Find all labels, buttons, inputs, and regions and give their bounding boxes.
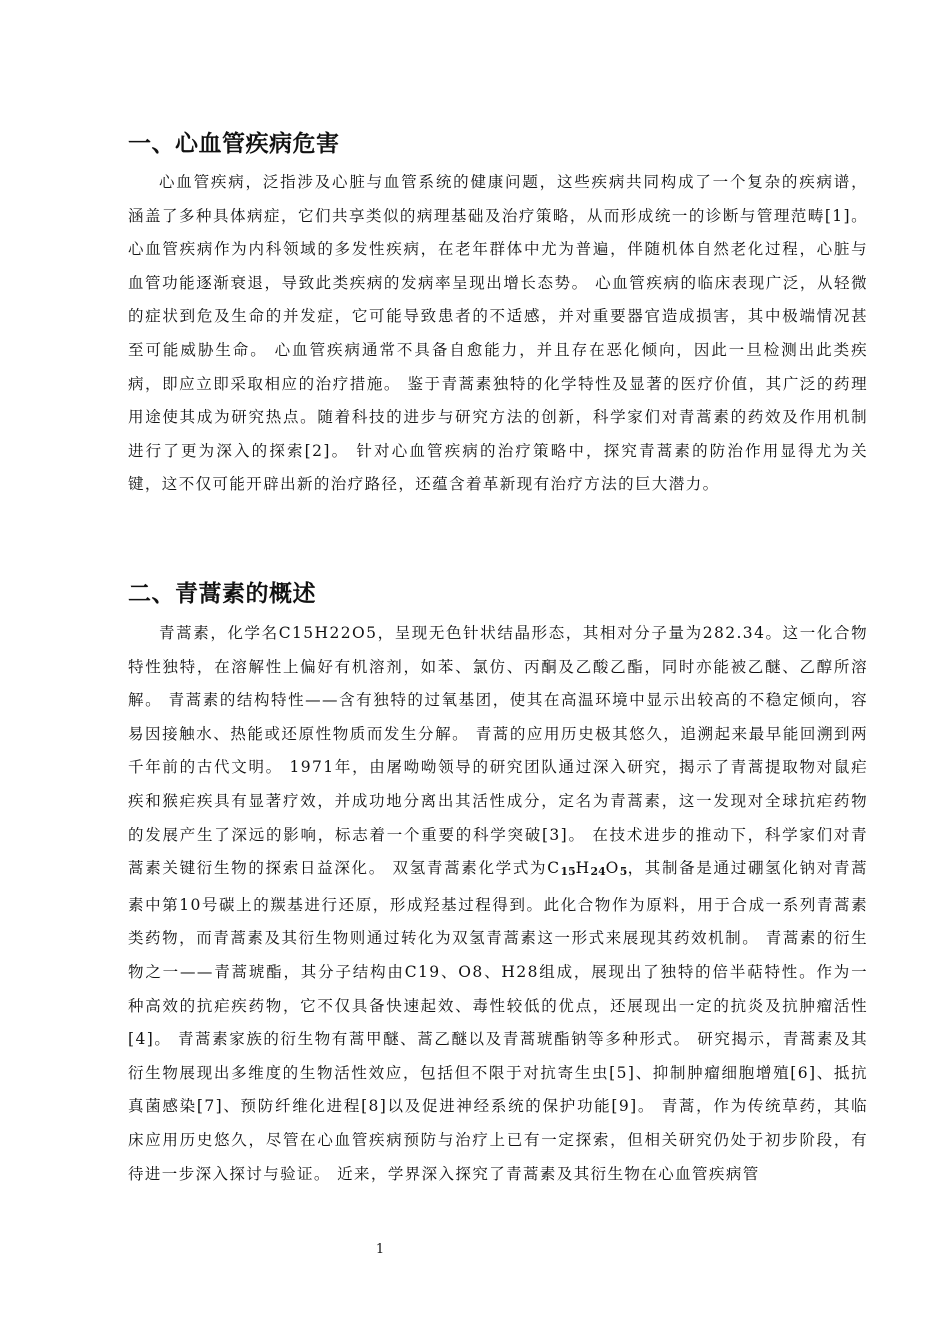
paragraph-text-part-b: ，其制备是通过硼氢化钠对青蒿素中第10号碳上的羰基进行还原，形成羟基过程得到。此化合物作为原料，用于合成一系列青蒿素类药物，而青蒿素及其衍生物则通过转化为双氢青蒿素这一形式来展现其药效机制。 青蒿素的衍生物之一——青蒿琥酯，其分子结构由C19、O8、H28组成，展现出了独特的倍半萜特性。作为一种高效的抗疟疾药物，它不仅具备快速起效、毒性较低的优点，还展现出一定的抗炎及抗肿瘤活性[4]。 青蒿素家族的衍生物有蒿甲醚、蒿乙醚以及青蒿琥酯钠等多种形式。 研究揭示，青蒿素及其衍生物展现出多维度的生物活性效应，包括但不限于对抗寄生虫[5]、抑制肿瘤细胞增殖[6]、抵抗真菌感染[7]、预防纤维化进程[8]以及促进神经系统的保护功能[9]。 青蒿，作为传统草药，其临床应用历史悠久，尽管在心血管疾病预防与治疗上已有一定探索，但相关研究仍处于初步阶段，有待进一步深入探讨与验证。 近来，学界深入探究了青蒿素及其衍生物在心血管疾病管 bbox=[128, 859, 868, 1183]
paragraph-text-part-a: 青蒿素，化学名C15H22O5，呈现无色针状结晶形态，其相对分子量为282.34。这一化合物特性独特，在溶解性上偏好有机溶剂，如苯、氯仿、丙酮及乙酸乙酯，同时亦能被乙醚、乙醇所溶解。 青蒿素的结构特性——含有独特的过氧基团，使其在高温环境中显示出较高的不稳定倾向，容易因接触水、热能或还原性物质而发生分解。 青蒿的应用历史极其悠久，追溯起来最早能回溯到两千年前的古代文明。 1971年，由屠呦呦领导的研究团队通过深入研究，揭示了青蒿提取物对鼠疟疾和猴疟疾具有显著疗效，并成功地分离出其活性成分，定名为青蒿素，这一发现对全球抗疟药物的发展产生了深远的影响，标志着一个重要的科学突破[3]。 在技术进步的推动下，科学家们对青蒿素关键衍生物的探索日益深化。 双氢青蒿素化学式为 bbox=[128, 624, 868, 878]
section-body-cardiovascular-harm bbox=[128, 166, 868, 502]
section-body-artemisinin-overview bbox=[128, 617, 868, 1191]
paragraph-cardiovascular-harm: 心血管疾病，泛指涉及心脏与血管系统的健康问题，这些疾病共同构成了一个复杂的疾病谱，涵盖了多种具体病症，它们共享类似的病理基础及治疗策略，从而形成统一的诊断与管理范畴[1]。 心血管疾病作为内科领域的多发性疾病，在老年群体中尤为普遍，伴随机体自然老化过程，心脏与血管功能逐渐衰退，导致此类疾病的发病率呈现出增长态势。 心血管疾病的临床表现广泛，从轻微的症状到危及生命的并发症，它可能导致患者的不适感，并对重要器官造成损害，其中极端情况甚至可能威胁生命。 心血管疾病通常不具备自愈能力，并且存在恶化倾向，因此一旦检测出此类疾病，即应立即采取相应的治疗措施。 鉴于青蒿素独特的化学特性及显著的医疗价值，其广泛的药理用途使其成为研究热点。随着科技的进步与研究方法的创新，科学家们对青蒿素的药效及作用机制进行了更为深入的探索[2]。 针对心血管疾病的治疗策略中，探究青蒿素的防治作用显得尤为关键，这不仅可能开辟出新的治疗路径，还蕴含着革新现有治疗方法的巨大潜力。 bbox=[128, 173, 868, 494]
paragraph-artemisinin-overview bbox=[128, 617, 868, 1191]
section-heading-artemisinin-overview: 二、青蒿素的概述 bbox=[128, 581, 316, 607]
page-number: 1 bbox=[375, 1242, 385, 1257]
section-heading-cardiovascular-harm: 一、心血管疾病危害 bbox=[128, 131, 340, 157]
dihydroartemisinin-formula: $C_{15}H_{24}O_5$ bbox=[547, 859, 628, 879]
